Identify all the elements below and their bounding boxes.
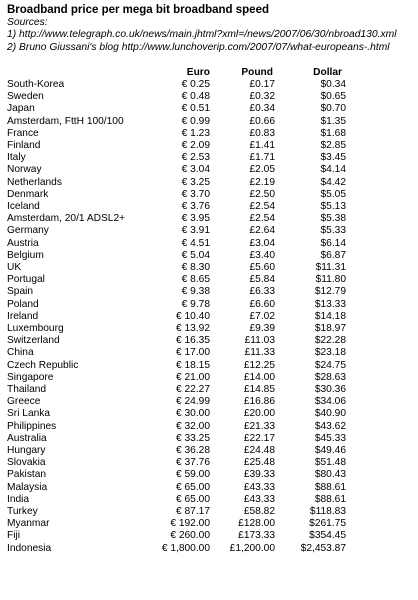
table-row (7, 482, 346, 494)
table-row (7, 91, 346, 103)
table-row (7, 177, 346, 189)
cell-pound: £1.71 (249, 152, 275, 164)
document-title: Broadband price per mega bit broadband speed (7, 4, 269, 16)
header-euro: Euro (186, 66, 210, 78)
table-row (7, 360, 346, 372)
cell-pound: £43.33 (243, 493, 275, 505)
cell-country: Denmark (7, 188, 49, 200)
cell-pound: £24.48 (243, 444, 275, 456)
cell-country: Indonesia (7, 542, 52, 554)
cell-dollar: $11.80 (315, 274, 346, 286)
cell-euro: € 21.00 (176, 371, 210, 383)
cell-pound: £2.50 (249, 188, 275, 200)
cell-dollar: $0.70 (320, 103, 346, 115)
cell-euro: € 9.78 (181, 298, 210, 310)
table-row (7, 164, 346, 176)
cell-euro: € 17.00 (176, 347, 210, 359)
cell-pound: £25.48 (243, 457, 275, 469)
cell-euro: € 2.53 (181, 152, 210, 164)
cell-dollar: $14.18 (314, 310, 346, 322)
document (7, 4, 415, 555)
cell-euro: € 0.48 (181, 91, 210, 103)
cell-dollar: $5.13 (320, 200, 346, 212)
cell-euro: € 36.28 (176, 444, 210, 456)
cell-dollar: $80.43 (314, 469, 346, 481)
cell-dollar: $45.33 (314, 432, 346, 444)
cell-dollar: $261.75 (309, 518, 346, 530)
cell-dollar: $3.45 (320, 152, 346, 164)
cell-pound: £0.83 (249, 127, 275, 139)
cell-dollar: $1.68 (320, 127, 346, 139)
cell-euro: € 260.00 (170, 530, 210, 542)
cell-pound: £11.33 (244, 347, 275, 359)
cell-euro: € 9.38 (181, 286, 210, 298)
cell-euro: € 0.99 (181, 115, 210, 127)
cell-country: Finland (7, 139, 41, 151)
cell-dollar: $118.83 (309, 506, 346, 517)
cell-pound: £2.64 (249, 225, 275, 237)
cell-pound: £5.84 (249, 274, 275, 286)
cell-dollar: $18.97 (314, 322, 346, 334)
cell-dollar: $5.38 (320, 213, 346, 225)
cell-pound: £1,200.00 (229, 542, 275, 554)
cell-pound: £9.39 (249, 322, 275, 334)
cell-dollar: $5.33 (320, 225, 346, 237)
cell-pound: £14.85 (243, 383, 275, 395)
cell-country: Switzerland (7, 335, 60, 347)
cell-dollar: $4.42 (320, 176, 346, 188)
cell-euro: € 5.04 (181, 249, 210, 261)
table-row (7, 469, 346, 481)
cell-pound: £2.05 (249, 164, 275, 176)
cell-country: Netherlands (7, 176, 62, 188)
sources-label: Sources: (7, 17, 48, 28)
table-body (7, 79, 346, 555)
cell-dollar: $6.87 (320, 249, 346, 261)
source-line-2: 2) Bruno Giussani's blog http://www.lunchoverip.com/2007/07/what-europeans-.html (7, 41, 390, 53)
cell-euro: € 32.00 (176, 420, 210, 432)
cell-dollar: $0.34 (320, 78, 346, 90)
table-row (7, 103, 346, 115)
cell-pound: £1.41 (249, 139, 275, 151)
cell-dollar: $1.35 (320, 115, 346, 127)
cell-dollar: $51.48 (314, 457, 346, 469)
table-row (7, 518, 346, 530)
table-header-row (7, 67, 346, 79)
cell-country: Ireland (7, 310, 39, 322)
table-row (7, 335, 346, 347)
table-row (7, 323, 346, 335)
cell-pound: £16.86 (243, 396, 275, 408)
cell-euro: € 13.92 (176, 322, 210, 334)
cell-euro: € 59.00 (176, 469, 210, 481)
table-row (7, 225, 346, 237)
cell-country: Slovakia (7, 457, 46, 469)
cell-dollar: $2,453.87 (300, 542, 346, 554)
table-row (7, 128, 346, 140)
cell-country: Myanmar (7, 518, 50, 530)
header-dollar: Dollar (313, 66, 342, 78)
cell-pound: £14.00 (243, 371, 275, 383)
cell-euro: € 1.23 (181, 127, 210, 139)
cell-country: Pakistan (7, 469, 47, 481)
table-row (7, 250, 346, 262)
cell-pound: £128.00 (238, 518, 275, 530)
cell-pound: £12.25 (243, 359, 275, 371)
table-row (7, 79, 346, 91)
cell-euro: € 22.27 (176, 383, 210, 395)
cell-country: Amsterdam, 20/1 ADSL2+ (7, 213, 126, 225)
table-row (7, 347, 346, 359)
cell-pound: £11.03 (244, 335, 275, 347)
table-row (7, 262, 346, 274)
cell-euro: € 3.70 (181, 188, 210, 200)
cell-country: Sweden (7, 91, 44, 103)
table-row (7, 396, 346, 408)
table-row (7, 201, 346, 213)
cell-country: Hungary (7, 444, 46, 456)
cell-euro: € 3.91 (181, 225, 210, 237)
cell-pound: £6.60 (249, 298, 275, 310)
table-row (7, 116, 346, 128)
cell-country: Czech Republic (7, 359, 79, 371)
cell-country: Italy (7, 152, 26, 164)
cell-country: Fiji (7, 530, 21, 542)
cell-pound: £3.04 (249, 237, 275, 249)
cell-euro: € 0.51 (181, 103, 210, 115)
header-country (7, 67, 142, 79)
cell-country: Turkey (7, 506, 38, 517)
cell-dollar: $11.31 (315, 261, 346, 273)
cell-dollar: $4.14 (320, 164, 346, 176)
cell-euro: € 87.17 (176, 506, 210, 517)
cell-euro: € 3.76 (181, 200, 210, 212)
header-pound: Pound (241, 66, 273, 78)
cell-pound: £7.02 (249, 310, 275, 322)
cell-pound: £2.19 (249, 176, 275, 188)
cell-pound: £0.17 (249, 78, 275, 90)
cell-country: Poland (7, 298, 39, 310)
cell-country: Spain (7, 286, 34, 298)
cell-euro: € 30.00 (176, 408, 210, 420)
table-row (7, 408, 346, 420)
cell-euro: € 3.04 (181, 164, 210, 176)
table-row (7, 543, 346, 555)
cell-dollar: $0.65 (320, 91, 346, 103)
cell-euro: € 3.95 (181, 213, 210, 225)
cell-euro: € 24.99 (176, 396, 210, 408)
table-row (7, 445, 346, 457)
cell-pound: £2.54 (249, 200, 275, 212)
table-row (7, 286, 346, 298)
cell-country: Japan (7, 103, 35, 115)
cell-euro: € 0.25 (181, 78, 210, 90)
table-row (7, 384, 346, 396)
cell-dollar: $6.14 (320, 237, 346, 249)
cell-country: Austria (7, 237, 39, 249)
cell-country: Singapore (7, 371, 54, 383)
cell-dollar: $30.36 (314, 383, 346, 395)
cell-pound: £21.33 (243, 420, 275, 432)
cell-euro: € 1,800.00 (161, 542, 210, 554)
cell-euro: € 37.76 (176, 457, 210, 469)
cell-pound: £58.82 (243, 506, 275, 517)
cell-country: UK (7, 261, 22, 273)
table-row (7, 421, 346, 433)
cell-euro: € 8.30 (181, 261, 210, 273)
table-row (7, 311, 346, 323)
cell-dollar: $88.61 (314, 493, 346, 505)
cell-pound: £22.17 (243, 432, 275, 444)
table-row (7, 433, 346, 445)
table-row (7, 494, 346, 506)
cell-dollar: $49.46 (314, 444, 346, 456)
source-line-1: 1) http://www.telegraph.co.uk/news/main.jhtml?xml=/news/2007/06/30/nbroad130.xml (7, 29, 397, 41)
cell-pound: £43.33 (243, 481, 275, 493)
cell-country: France (7, 127, 39, 139)
cell-euro: € 3.25 (181, 176, 210, 188)
cell-pound: £173.33 (238, 530, 275, 542)
cell-country: Greece (7, 396, 41, 408)
price-table (7, 67, 346, 555)
table-row (7, 140, 346, 152)
cell-country: Sri Lanka (7, 408, 51, 420)
table-row (7, 372, 346, 384)
table-row (7, 274, 346, 286)
cell-country: Amsterdam, FttH 100/100 (7, 115, 124, 127)
cell-euro: € 65.00 (176, 493, 210, 505)
cell-dollar: $23.18 (314, 347, 346, 359)
cell-country: Thailand (7, 383, 47, 395)
cell-pound: £0.66 (249, 115, 275, 127)
cell-country: Malaysia (7, 481, 48, 493)
cell-dollar: $2.85 (320, 139, 346, 151)
cell-pound: £6.33 (249, 286, 275, 298)
cell-dollar: $40.90 (314, 408, 346, 420)
cell-euro: € 18.15 (176, 359, 210, 371)
cell-dollar: $24.75 (314, 359, 346, 371)
cell-dollar: $28.63 (314, 371, 346, 383)
cell-country: Philippines (7, 420, 57, 432)
cell-dollar: $354.45 (309, 530, 346, 542)
cell-dollar: $13.33 (314, 298, 346, 310)
cell-country: Norway (7, 164, 42, 176)
cell-country: South-Korea (7, 78, 65, 90)
table-row (7, 506, 346, 518)
cell-dollar: $43.62 (314, 420, 346, 432)
cell-country: Iceland (7, 200, 40, 212)
cell-euro: € 8.65 (181, 274, 210, 286)
cell-country: Australia (7, 432, 47, 444)
cell-euro: € 192.00 (170, 518, 210, 530)
table-row (7, 238, 346, 250)
cell-pound: £5.60 (249, 261, 275, 273)
cell-pound: £3.40 (249, 249, 275, 261)
table-row (7, 530, 346, 542)
cell-pound: £20.00 (243, 408, 275, 420)
cell-pound: £39.33 (243, 469, 275, 481)
table-row (7, 189, 346, 201)
cell-pound: £0.32 (249, 91, 275, 103)
cell-pound: £2.54 (249, 213, 275, 225)
cell-euro: € 65.00 (176, 481, 210, 493)
cell-country: Germany (7, 225, 49, 237)
table-row (7, 457, 346, 469)
cell-country: Portugal (7, 274, 45, 286)
cell-dollar: $88.61 (314, 481, 346, 493)
cell-euro: € 10.40 (176, 310, 210, 322)
cell-country: Belgium (7, 249, 44, 261)
cell-country: China (7, 347, 34, 359)
cell-dollar: $22.28 (314, 335, 346, 347)
cell-country: India (7, 493, 30, 505)
cell-euro: € 4.51 (181, 237, 210, 249)
cell-dollar: $5.05 (320, 188, 346, 200)
cell-dollar: $34.06 (314, 396, 346, 408)
table-row (7, 299, 346, 311)
cell-euro: € 2.09 (181, 139, 210, 151)
table-row (7, 213, 346, 225)
cell-country: Luxembourg (7, 322, 64, 334)
cell-dollar: $12.79 (314, 286, 346, 298)
cell-pound: £0.34 (249, 103, 275, 115)
table-row (7, 152, 346, 164)
cell-euro: € 33.25 (176, 432, 210, 444)
cell-euro: € 16.35 (176, 335, 210, 347)
